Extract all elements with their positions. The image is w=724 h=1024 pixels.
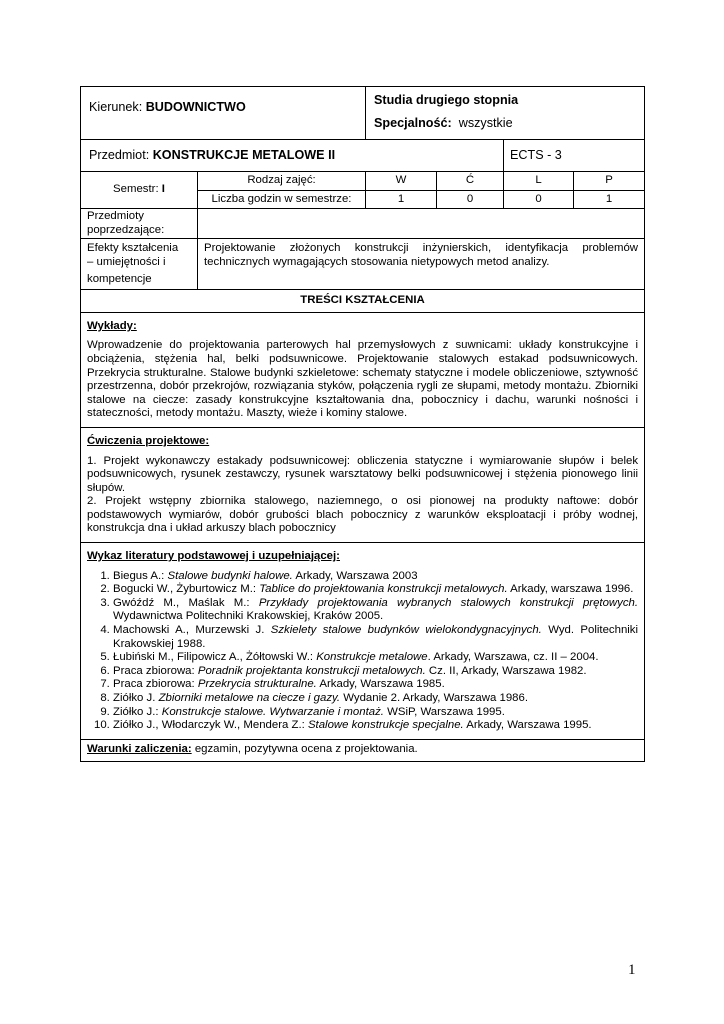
literature-authors: Ziółko J., Włodarczyk W., Mendera Z.:	[113, 719, 308, 732]
literature-item	[113, 583, 638, 597]
literature-item	[113, 624, 638, 651]
content-heading-row	[81, 290, 645, 313]
subject-label: Przedmiot:	[89, 148, 153, 162]
literature-item	[113, 665, 638, 679]
subject-value: KONSTRUKCJE METALOWE II	[152, 148, 336, 162]
literature-title-italic: Zbiorniki metalowe na ciecze i gazy.	[158, 692, 341, 704]
outcomes-text: Projektowanie złożonych konstrukcji inżynierskich, identyfikacja problemów technicznych wymagających stosowania nietypowych metod analizy.	[198, 239, 645, 290]
literature-item	[113, 692, 638, 706]
specialization-label: Specjalność:	[374, 115, 452, 130]
projects-title: Ćwiczenia projektowe:	[87, 434, 210, 447]
column-p: P	[574, 172, 645, 191]
literature-item	[113, 597, 638, 624]
credit-label: Warunki zaliczenia:	[87, 742, 192, 755]
projects-section	[81, 427, 645, 542]
literature-publisher: Arkady, Warszawa 1985.	[316, 678, 445, 691]
field-of-study-label: Kierunek:	[89, 100, 146, 114]
literature-publisher: . Arkady, Warszawa, cz. II – 2004.	[427, 651, 599, 664]
hours-w: 1	[366, 190, 437, 209]
outcomes-label	[81, 239, 198, 290]
literature-publisher: Wydawnictwa Politechniki Krakowskiej, Kraków 2005.	[113, 610, 384, 623]
literature-title-italic: Stalowe konstrukcje specjalne.	[307, 719, 464, 732]
class-type-row	[81, 172, 645, 191]
literature-title-italic: Przekrycia strukturalne.	[197, 678, 317, 691]
literature-item	[113, 570, 638, 584]
study-level: Studia drugiego stopnia	[374, 93, 519, 107]
literature-publisher: WSiP, Warszawa 1995.	[383, 705, 505, 718]
semester-label: Semestr:	[113, 183, 162, 196]
literature-title: Wykaz literatury podstawowej i uzupełniającej:	[87, 550, 340, 563]
literature-authors: Łubiński M., Filipowicz A., Żółtowski W.:	[113, 651, 317, 664]
literature-publisher: Arkady, Warszawa 2003	[292, 569, 418, 582]
content-heading: TREŚCI KSZTAŁCENIA	[81, 290, 645, 313]
subject-row	[81, 140, 645, 172]
credit-text: egzamin, pozytywna ocena z projektowania.	[191, 742, 418, 755]
literature-title-italic: Konstrukcje stalowe. Wytwarzanie i montaż.	[161, 705, 384, 718]
hours-label: Liczba godzin w semestrze:	[198, 190, 366, 209]
literature-publisher: Wyd. Politechniki Krakowskiej 1988.	[113, 624, 639, 650]
field-of-study-value: BUDOWNICTWO	[145, 100, 246, 114]
literature-item	[113, 651, 638, 665]
literature-authors: Machowski A., Murzewski J.	[113, 624, 271, 637]
literature-publisher: Wydanie 2. Arkady, Warszawa 1986.	[340, 692, 528, 704]
literature-title-italic: Stalowe budynki halowe.	[167, 569, 293, 582]
literature-title-italic: Konstrukcje metalowe	[316, 651, 428, 664]
literature-publisher: Arkady, Warszawa 1995.	[463, 719, 592, 732]
literature-publisher: Arkady, warszawa 1996.	[507, 583, 634, 596]
semester-value: I	[161, 183, 165, 196]
literature-row	[81, 543, 645, 740]
literature-authors: Biegus A.:	[113, 569, 168, 582]
specialization-value: wszystkie	[458, 115, 513, 130]
outcomes-label-line1: Efekty kształcenia	[87, 242, 179, 255]
hours-c: 0	[437, 190, 504, 209]
hours-l: 0	[504, 190, 574, 209]
literature-list	[87, 570, 638, 733]
projects-row	[81, 427, 645, 542]
lectures-text: Wprowadzenie do projektowania parterowych hal przemysłowych z suwnicami: układy konstrukcyjne i obciążenia, stężenia hal, belki podsuwnicowe. Projektowanie stalowych estakad podsuwnicowych. Przekrycia strukturalne. Stalowe budynki szkieletowe: schematy statyczne i modele obliczeniowe, sztywność przestrzenna, dobór przekrojów, rozwiązania styków, połączenia rygli ze słupami, metody montażu. Zbiorniki stalowe na ciecze: zasady konstrukcyjne kształtowania dna, pobocznicy i dachu, warunki nośności i stateczności, metody montażu. Maszty, wieże i kominy stalowe.	[87, 339, 639, 420]
literature-authors: Ziółko J.	[113, 692, 159, 704]
semester-cell	[81, 172, 198, 209]
syllabus-table	[80, 86, 645, 762]
literature-item	[113, 706, 638, 720]
prerequisites-value	[198, 209, 645, 239]
column-w: W	[366, 172, 437, 191]
lectures-section	[81, 312, 645, 427]
prerequisites-row	[81, 209, 645, 239]
projects-item-1: 1. Projekt wykonawczy estakady podsuwnicowej: obliczenia statyczne i wymiarowanie słupów i belek podsuwnicowych, rysunek zestawczy, rysunek warsztatowy belki podsuwnicowej i stężenia pionowego linii słupów.	[87, 454, 639, 494]
study-level-cell	[366, 87, 645, 140]
hours-p: 1	[574, 190, 645, 209]
syllabus-page	[80, 86, 644, 762]
literature-authors: Praca zbiorowa:	[113, 678, 198, 691]
header-row	[81, 87, 645, 140]
outcomes-row	[81, 239, 645, 290]
credit-row	[81, 739, 645, 762]
projects-item-2: 2. Projekt wstępny zbiornika stalowego, naziemnego, o osi pionowej na produkty naftowe: dobór podstawowych wymiarów, dobór grubości blach pobocznicy z warunków eksploatacji i próby wodnej, konstrukcja dna i układ arkuszy blach pobocznicy	[87, 495, 639, 535]
ects-cell: ECTS - 3	[504, 140, 645, 172]
literature-title-italic: Poradnik projektanta konstrukcji metalowych.	[197, 664, 426, 677]
literature-authors: Praca zbiorowa:	[113, 664, 198, 677]
literature-section	[81, 543, 645, 740]
outcomes-label-line3: kompetencje	[87, 272, 152, 285]
field-of-study-cell	[81, 87, 366, 140]
subject-cell	[81, 140, 504, 172]
literature-title-italic: Szkielety stalowe budynków wielokondygnacyjnych.	[270, 624, 542, 637]
class-type-label: Rodzaj zajęć:	[198, 172, 366, 191]
literature-title-italic: Przykłady projektowania wybranych stalowych konstrukcji prętowych.	[258, 596, 639, 609]
prerequisites-label: Przedmioty poprzedzające:	[81, 209, 198, 239]
column-c: Ć	[437, 172, 504, 191]
literature-title-italic: Tablice do projektowania konstrukcji metalowych.	[259, 583, 508, 596]
literature-publisher: Cz. II, Arkady, Warszawa 1982.	[425, 664, 587, 677]
outcomes-label-line2: – umiejętności i	[87, 255, 166, 268]
literature-authors: Gwóźdź M., Maślak M.:	[113, 596, 259, 609]
lectures-row	[81, 312, 645, 427]
literature-authors: Ziółko J.:	[113, 705, 162, 718]
literature-item	[113, 678, 638, 692]
literature-authors: Bogucki W., Żyburtowicz M.:	[113, 583, 260, 596]
page-number: 1	[628, 962, 636, 978]
literature-item	[113, 719, 638, 733]
credit-section	[81, 739, 645, 762]
lectures-title: Wykłady:	[87, 319, 137, 332]
column-l: L	[504, 172, 574, 191]
